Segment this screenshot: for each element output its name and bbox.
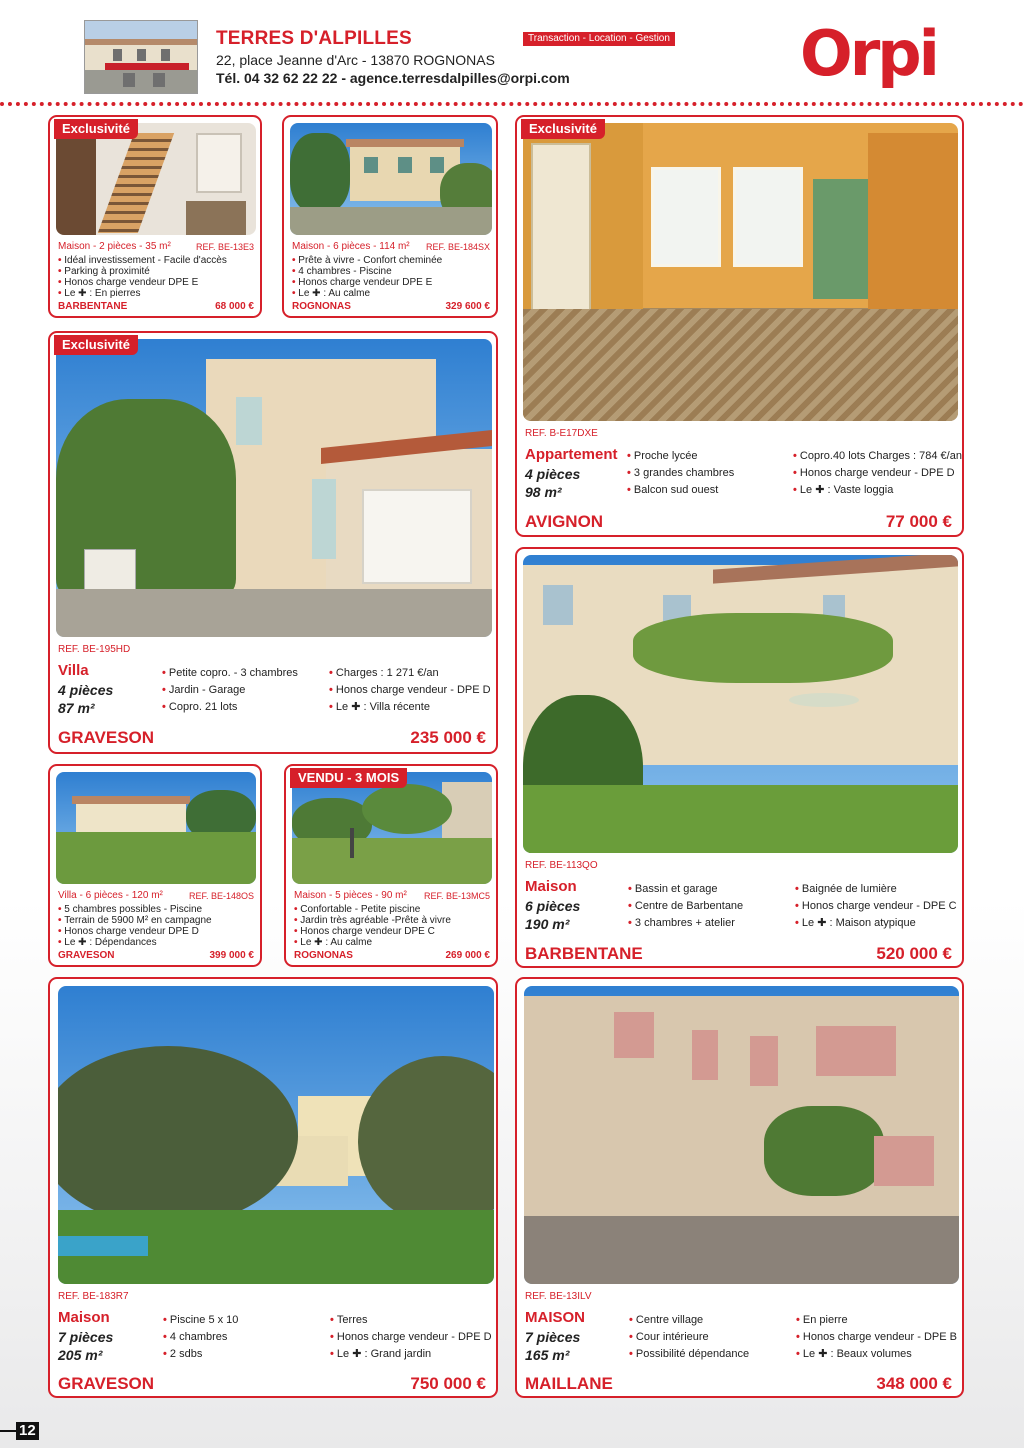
listing-card-be-13e3[interactable] [48, 115, 262, 318]
feature-item: • Le ✚ : Dépendances [58, 937, 212, 948]
listing-price: 348 000 € [876, 1374, 952, 1393]
listing-card-be-13mc5[interactable] [284, 764, 498, 967]
feature-item: • Balcon sud ouest [627, 482, 734, 499]
feature-list-col1 [628, 881, 743, 932]
listing-card-be-13ilv[interactable] [515, 977, 964, 1398]
listing-card-be-148os[interactable] [48, 764, 262, 967]
living-area: 190 m² [525, 916, 570, 932]
listing-city: ROGNONAS [294, 950, 353, 961]
feature-item: • Centre de Barbentane [628, 898, 743, 915]
feature-item: • Le ✚ : En pierres [58, 288, 227, 299]
agency-contact[interactable]: Tél. 04 32 62 22 22 - agence.terresdalpilles@orpi.com [216, 70, 570, 86]
feature-item: • Confortable - Petite piscine [294, 904, 451, 915]
property-type: Maison [58, 1309, 110, 1326]
feature-item: • Cour intérieure [629, 1329, 749, 1346]
exclusivity-badge: Exclusivité [521, 119, 605, 139]
feature-item: • Honos charge vendeur DPE E [292, 277, 442, 288]
living-area: 87 m² [58, 700, 95, 716]
feature-item: • Honos charge vendeur - DPE B [796, 1329, 957, 1346]
feature-item: • Proche lycée [627, 448, 734, 465]
feature-item: • Terres [330, 1312, 492, 1329]
feature-item: • Copro. 21 lots [162, 699, 298, 716]
listing-ref: REF. BE-13E3 [195, 242, 254, 252]
listing-city: GRAVESON [58, 1374, 155, 1393]
listing-city: GRAVESON [58, 728, 155, 747]
listing-city: BARBENTANE [525, 944, 643, 963]
room-count: 7 pièces [58, 1329, 114, 1345]
property-type: Appartement [525, 446, 618, 463]
property-type: Villa [58, 662, 89, 679]
listing-price: 399 000 € [209, 950, 254, 961]
feature-list [58, 255, 227, 299]
feature-item: • Le ✚ : Au calme [294, 937, 451, 948]
listing-photo[interactable] [58, 986, 494, 1284]
feature-list-col2 [330, 1312, 492, 1363]
listing-title: Maison - 2 pièces - 35 m² [58, 241, 171, 252]
property-type: MAISON [525, 1309, 585, 1326]
feature-item: • Le ✚ : Maison atypique [795, 915, 957, 932]
listing-price: 235 000 € [410, 728, 486, 747]
listing-card-be-113qo[interactable] [515, 547, 964, 968]
feature-list-col2 [793, 448, 962, 499]
feature-list-col2 [795, 881, 957, 932]
feature-item: • Le ✚ : Vaste loggia [793, 482, 962, 499]
listing-city: GRAVESON [58, 950, 115, 961]
feature-item: • Le ✚ : Villa récente [329, 699, 491, 716]
feature-item: • Parking à proximité [58, 266, 227, 277]
listing-card-be-184sx[interactable] [282, 115, 498, 318]
feature-item: • Honos charge vendeur DPE D [58, 926, 212, 937]
feature-list [294, 904, 451, 948]
room-count: 7 pièces [525, 1329, 581, 1345]
listing-price: 77 000 € [885, 512, 952, 531]
listing-city: AVIGNON [525, 512, 604, 531]
listing-price: 329 600 € [445, 301, 490, 312]
room-count: 4 pièces [525, 466, 581, 482]
feature-item: • Centre village [629, 1312, 749, 1329]
feature-item: • Prête à vivre - Confort cheminée [292, 255, 442, 266]
feature-item: • 5 chambres possibles - Piscine [58, 904, 212, 915]
feature-item: • Honos charge vendeur DPE E [58, 277, 227, 288]
services-tag: Transaction - Location - Gestion [523, 32, 675, 46]
feature-item: • Le ✚ : Grand jardin [330, 1346, 492, 1363]
listing-city: MAILLANE [525, 1374, 613, 1393]
dotted-divider [0, 102, 1024, 106]
agency-address: 22, place Jeanne d'Arc - 13870 ROGNONAS [216, 52, 495, 68]
feature-item: • 3 chambres + atelier [628, 915, 743, 932]
listing-photo[interactable] [56, 339, 492, 637]
listing-price: 750 000 € [410, 1374, 486, 1393]
listing-title: Maison - 6 pièces - 114 m² [292, 241, 410, 252]
feature-item: • Jardin - Garage [162, 682, 298, 699]
living-area: 98 m² [525, 484, 562, 500]
listing-city: ROGNONAS [292, 301, 351, 312]
feature-item: • Honos charge vendeur DPE C [294, 926, 451, 937]
feature-list-col1 [629, 1312, 749, 1363]
feature-item: • Jardin très agréable -Prête à vivre [294, 915, 451, 926]
listing-ref: REF. BE-183R7 [58, 1291, 129, 1302]
page-number: 12 [16, 1422, 39, 1440]
feature-list [58, 904, 212, 948]
listing-ref: REF. BE-195HD [58, 644, 131, 655]
listing-ref: REF. BE-184SX [425, 242, 490, 252]
feature-item: • Petite copro. - 3 chambres [162, 665, 298, 682]
listing-photo[interactable] [524, 986, 959, 1284]
living-area: 205 m² [58, 1347, 103, 1363]
feature-list-col1 [627, 448, 734, 499]
listing-card-be-183r7[interactable] [48, 977, 498, 1398]
listing-photo[interactable] [290, 123, 492, 235]
feature-item: • 4 chambres - Piscine [292, 266, 442, 277]
property-type: Maison [525, 878, 577, 895]
feature-item: • 2 sdbs [163, 1346, 238, 1363]
orpi-logo: Orpi [800, 17, 937, 90]
sold-badge: VENDU - 3 MOIS [290, 768, 407, 788]
page-header [0, 0, 1024, 104]
feature-list [292, 255, 442, 299]
living-area: 165 m² [525, 1347, 570, 1363]
listing-ref: REF. BE-113QO [525, 860, 598, 871]
room-count: 4 pièces [58, 682, 114, 698]
exclusivity-badge: Exclusivité [54, 119, 138, 139]
feature-list-col1 [163, 1312, 238, 1363]
feature-item: • 4 chambres [163, 1329, 238, 1346]
feature-item: • Honos charge vendeur - DPE D [329, 682, 491, 699]
feature-item: • Honos charge vendeur - DPE D [330, 1329, 492, 1346]
feature-item: • Honos charge vendeur - DPE C [795, 898, 957, 915]
listing-ref: REF. B-E17DXE [525, 428, 598, 439]
feature-item: • Le ✚ : Au calme [292, 288, 442, 299]
listing-photo[interactable] [523, 123, 958, 421]
listing-ref: REF. BE-148OS [188, 891, 254, 901]
feature-list-col2 [796, 1312, 957, 1363]
feature-item: • Idéal investissement - Facile d'accès [58, 255, 227, 266]
listing-title: Maison - 5 pièces - 90 m² [294, 890, 407, 901]
feature-item: • 3 grandes chambres [627, 465, 734, 482]
feature-item: • Le ✚ : Beaux volumes [796, 1346, 957, 1363]
listing-card-b-e17dxe[interactable] [515, 115, 964, 537]
listing-photo[interactable] [56, 772, 256, 884]
feature-item: • Copro.40 lots Charges : 784 €/an [793, 448, 962, 465]
feature-item: • En pierre [796, 1312, 957, 1329]
listing-title: Villa - 6 pièces - 120 m² [58, 890, 163, 901]
listing-price: 520 000 € [876, 944, 952, 963]
room-count: 6 pièces [525, 898, 581, 914]
feature-item: • Baignée de lumière [795, 881, 957, 898]
feature-list-col1 [162, 665, 298, 716]
feature-item: • Honos charge vendeur - DPE D [793, 465, 962, 482]
agency-name: TERRES D'ALPILLES [216, 28, 412, 49]
feature-item: • Possibilité dépendance [629, 1346, 749, 1363]
feature-list-col2 [329, 665, 491, 716]
listing-price: 269 000 € [445, 950, 490, 961]
exclusivity-badge: Exclusivité [54, 335, 138, 355]
feature-item: • Piscine 5 x 10 [163, 1312, 238, 1329]
agency-storefront-photo [84, 20, 198, 94]
listing-city: BARBENTANE [58, 301, 128, 312]
listing-photo[interactable] [56, 123, 256, 235]
listing-card-be-195hd[interactable] [48, 331, 498, 754]
listing-ref: REF. BE-13ILV [525, 1291, 592, 1302]
feature-item: • Charges : 1 271 €/an [329, 665, 491, 682]
listing-ref: REF. BE-13MC5 [423, 891, 490, 901]
feature-item: • Bassin et garage [628, 881, 743, 898]
listing-photo[interactable] [292, 772, 492, 884]
listing-price: 68 000 € [215, 301, 254, 312]
feature-item: • Terrain de 5900 M² en campagne [58, 915, 212, 926]
listing-photo[interactable] [523, 555, 958, 853]
